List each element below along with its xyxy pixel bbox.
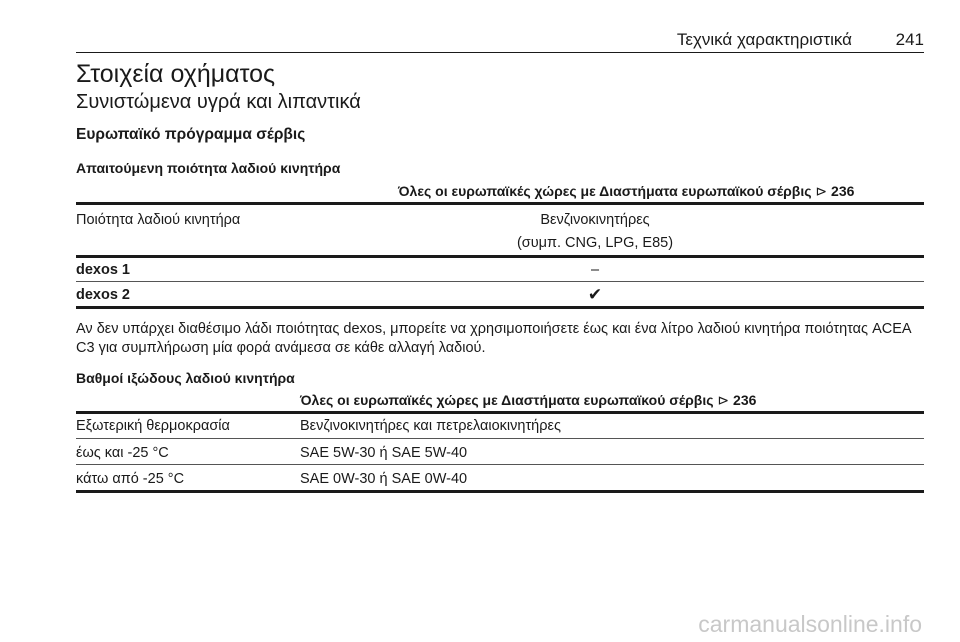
viscosity-row-grade: SAE 5W-30 ή SAE 5W-40: [300, 445, 468, 461]
page-number: 241: [895, 30, 924, 49]
oil-quality-caption-text: Όλες οι ευρωπαϊκές χώρες με Διαστήματα ευρωπαϊκού σέρβις: [398, 183, 812, 199]
subsection-title: Συνιστώμενα υγρά και λιπαντικά: [76, 91, 361, 113]
table-rule: [76, 464, 924, 465]
oil-quality-row-label: dexos 2: [76, 287, 130, 303]
table-rule: [76, 306, 924, 309]
oil-quality-row-value: –: [590, 262, 600, 278]
viscosity-caption: [300, 392, 756, 409]
oil-quality-caption: [398, 183, 854, 200]
viscosity-row-temp: έως και -25 °C: [76, 445, 169, 461]
note-paragraph: Αν δεν υπάρχει διαθέσιμο λάδι ποιότητας dexos, μπορείτε να χρησιμοποιήσετε έως και ένα λίτρο λαδιού κινητήρα ποιότητας ACEA C3 για συμπλήρωση μία φορά ανάμεσα σε κάθε αλλαγή λαδιού.: [76, 321, 911, 356]
oil-quality-heading: Απαιτούμενη ποιότητα λαδιού κινητήρα: [76, 160, 341, 176]
check-mark-icon: ✔: [587, 285, 603, 304]
table-rule: [76, 438, 924, 439]
oil-quality-col2-header-line2: (συμπ. CNG, LPG, E85): [516, 235, 674, 251]
table-rule: [76, 255, 924, 258]
section-title: Στοιχεία οχήματος: [76, 60, 276, 88]
viscosity-heading: Βαθμοί ιξώδους λαδιού κινητήρα: [76, 370, 295, 386]
viscosity-col1-header: Εξωτερική θερμοκρασία: [76, 418, 230, 434]
table-rule: [76, 202, 924, 205]
watermark: carmanualsonline.info: [698, 611, 922, 637]
table-rule: [76, 281, 924, 282]
viscosity-col2-header: Βενζινοκινητήρες και πετρελαιοκινητήρες: [300, 418, 561, 434]
page-ref-arrow-icon: ⊳: [717, 392, 730, 408]
program-title: Ευρωπαϊκό πρόγραμμα σέρβις: [76, 126, 306, 143]
viscosity-caption-ref[interactable]: 236: [733, 392, 757, 408]
page-ref-arrow-icon: ⊳: [815, 183, 828, 199]
oil-quality-row-label: dexos 1: [76, 262, 130, 278]
running-head-title: Τεχνικά χαρακτηριστικά: [676, 30, 852, 49]
table-rule: [76, 490, 924, 493]
oil-quality-col1-header: Ποιότητα λαδιού κινητήρα: [76, 212, 241, 228]
viscosity-row-grade: SAE 0W-30 ή SAE 0W-40: [300, 471, 468, 487]
oil-quality-caption-ref[interactable]: 236: [831, 183, 855, 199]
table-rule: [76, 411, 924, 414]
running-head: [76, 30, 924, 53]
oil-quality-col2-header-line1: Βενζινοκινητήρες: [540, 212, 650, 228]
viscosity-row-temp: κάτω από -25 °C: [76, 471, 185, 487]
viscosity-caption-text: Όλες οι ευρωπαϊκές χώρες με Διαστήματα ευρωπαϊκού σέρβις: [300, 392, 714, 408]
